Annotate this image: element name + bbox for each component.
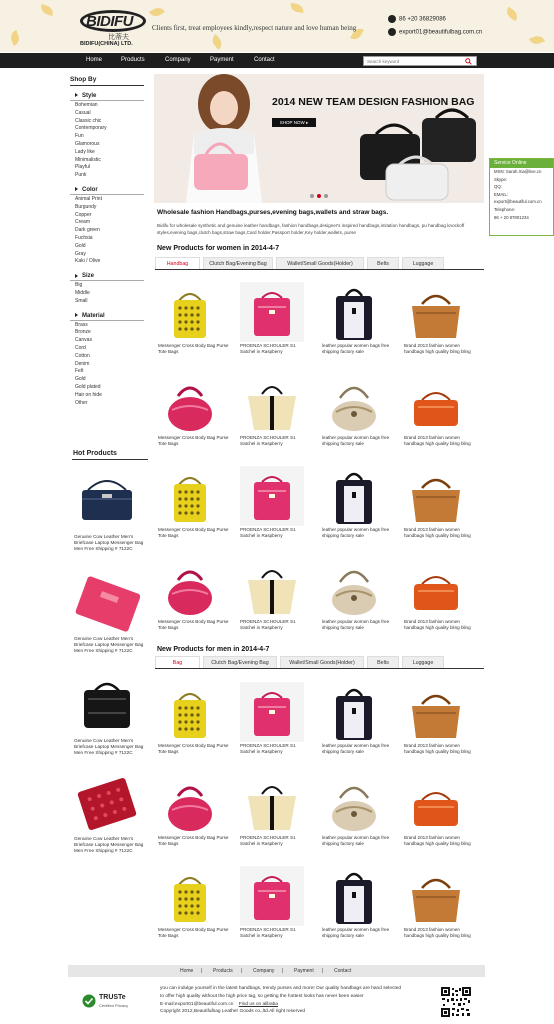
hot-product-caption[interactable]: Genuine Cow Leather Men's Briefcase Laptop Messenger Bag Men Free Shipping # 7122C [74,836,144,853]
hot-product-card[interactable] [74,770,148,854]
hero-banner[interactable] [154,74,484,203]
filter-item[interactable]: Cream [75,219,91,226]
filter-item[interactable]: Gold [75,242,86,249]
product-image[interactable] [240,866,304,926]
footer-nav [68,965,485,977]
footer-separator: | [201,968,203,974]
filter-item[interactable]: Copper [75,211,92,218]
hot-product-image[interactable] [74,672,140,736]
product-image[interactable] [404,558,468,618]
hot-product-caption[interactable]: Genuine Cow Leather Men's Briefcase Laptop Messenger Bag Men Free Shipping # 7122C [74,738,144,755]
truste-check-icon [82,994,96,1008]
filter-item[interactable]: Classic chic [75,117,102,124]
filter-group-color: Color [70,187,148,193]
product-caption[interactable]: PROENZA SCHOULER S1 Satchel in Raspberry [240,435,296,446]
sidebar [70,76,148,407]
product-caption[interactable]: PROENZA SCHOULER S1 Satchel in Raspberry [240,619,296,630]
product-card[interactable] [240,682,312,755]
product-caption[interactable]: Messenger Cross Body Bag Purse Tote Bags [158,835,229,846]
product-image[interactable] [240,282,304,342]
divider [70,194,144,195]
women-section-title: New Products for women in 2014-4-7 [157,245,280,252]
slogan: Clients first, treat employees kindly,respect nature and love human being [152,24,357,32]
filter-item[interactable]: Small [75,297,88,304]
product-image[interactable] [322,558,386,618]
slider-dot-active[interactable] [317,194,321,198]
filter-item[interactable]: Brass [75,321,88,328]
product-image[interactable] [322,466,386,526]
product-card[interactable] [240,558,312,631]
product-image[interactable] [158,282,222,342]
product-image[interactable] [404,774,468,834]
footer-separator: | [282,968,284,974]
filter-item[interactable]: Dark green [75,227,100,234]
footer-nav-products[interactable]: Products [213,968,233,974]
filter-item[interactable]: Glamorous [75,140,100,147]
product-caption[interactable]: Brand 2013 fashion women handbags high quality bling bling [404,527,471,538]
tab-clutch-bag[interactable]: Clutch Bag/Evening Bag [203,257,273,269]
product-image[interactable] [158,558,222,618]
product-card[interactable] [158,682,230,755]
product-caption[interactable]: PROENZA SCHOULER S1 Satchel in Raspberry [240,927,296,938]
hot-product-card[interactable] [74,468,148,552]
service-line: MSN: Sarah.Xia@live.cn [494,169,542,174]
product-caption[interactable]: Messenger Cross Body Bag Purse Tote Bags [158,927,229,938]
product-image[interactable] [158,866,222,926]
header-phone [388,15,446,23]
footer-line: to offer high quality without the high price tag, so getting the hottest looks has never been easier [160,993,364,999]
filter-item[interactable]: Contemporary [75,125,107,132]
product-caption[interactable]: PROENZA SCHOULER S1 Satchel in Raspberry [240,343,296,354]
product-image[interactable] [240,682,304,742]
product-caption[interactable]: leather popular women bags free shipping factory sale [322,527,390,538]
filter-item[interactable]: Gold plated [75,383,101,390]
filter-item[interactable]: Fuchsia [75,234,93,241]
product-card[interactable] [158,282,230,355]
filter-group-material: Material [70,313,148,319]
footer-separator: | [322,968,324,974]
product-caption[interactable]: Messenger Cross Body Bag Purse Tote Bags [158,435,229,446]
hot-product-caption[interactable]: Genuine Cow Leather Men's Briefcase Laptop Messenger Bag Men Free Shipping # 7122C [74,534,144,551]
product-caption[interactable]: leather popular women bags free shipping factory sale [322,743,390,754]
header-email [388,28,482,36]
product-image[interactable] [322,374,386,434]
filter-item[interactable]: Big [75,282,83,289]
tab-belts[interactable]: Belts [367,656,399,668]
product-card[interactable] [322,558,394,631]
tab-wallet[interactable]: Wallet/Small Goods(Holder) [280,656,364,668]
product-image[interactable] [322,774,386,834]
tab-clutch-bag[interactable]: Clutch Bag/Evening Bag [203,656,277,668]
product-caption[interactable]: PROENZA SCHOULER S1 Satchel in Raspberry [240,835,296,846]
product-card[interactable] [322,682,394,755]
footer-line: you can indulge yourself in the latest handbags, trendy purses and more! Our quality handbags are hand selected [160,986,402,991]
truste-sublabel: Certified Privacy [99,1003,129,1008]
filter-item[interactable]: Bohemian [75,102,98,108]
product-caption[interactable]: PROENZA SCHOULER S1 Satchel in Raspberry [240,743,296,754]
qr-code-icon [441,987,471,1017]
footer-nav-home[interactable]: Home [180,968,194,974]
product-image[interactable] [240,374,304,434]
product-caption[interactable]: leather popular women bags free shipping factory sale [322,343,390,354]
filter-item[interactable]: Bronze [75,329,91,336]
leaf-decoration [149,5,165,19]
search-icon[interactable] [465,58,472,65]
divider [70,280,144,281]
product-card[interactable] [240,282,312,355]
filter-item[interactable]: Burgundy [75,203,97,210]
hot-product-caption[interactable]: Genuine Cow Leather Men's Briefcase Laptop Messenger Bag Men Free Shipping # 7122C [74,636,144,653]
product-caption[interactable]: Brand 2013 fashion women handbags high quality bling bling [404,743,471,754]
tab-luggage[interactable]: Luggage [402,656,444,668]
truste-badge[interactable] [82,993,140,1009]
product-card[interactable] [240,774,312,847]
phone-text: 86 +20 36829086 [399,16,446,23]
shop-now-button[interactable] [272,118,316,127]
leaf-decoration [529,34,545,46]
tab-belts[interactable]: Belts [367,257,399,269]
men-section-title: New Products for men in 2014-4-7 [157,646,270,653]
product-image[interactable] [322,282,386,342]
hot-product-image[interactable] [74,468,140,532]
filter-item[interactable]: Punk [75,172,87,179]
filter-item[interactable]: Minimalistic [75,156,101,163]
product-card[interactable] [322,374,394,447]
arrow-right-icon: ▸ [305,120,309,125]
banner-image [154,74,484,203]
product-image[interactable] [404,682,468,742]
service-line: 86 + 20 87801234 [494,214,529,220]
product-caption[interactable]: leather popular women bags free shipping factory sale [322,835,390,846]
filter-item[interactable]: Canvas [75,337,92,344]
product-card[interactable] [404,282,476,355]
product-card[interactable] [240,374,312,447]
product-card[interactable] [404,558,476,631]
product-image[interactable] [404,374,468,434]
tab-luggage[interactable]: Luggage [402,257,444,269]
style-list [70,102,148,180]
nav-products[interactable]: Products [121,57,145,63]
product-card[interactable] [158,558,230,631]
filter-item[interactable]: Middle [75,289,90,296]
tab-handbag[interactable]: Handbag [155,257,200,269]
product-card[interactable] [404,774,476,847]
product-image[interactable] [240,466,304,526]
logo-chinese: 比蒂夫 [108,34,129,41]
leaf-decoration [9,30,21,46]
service-line: EMAIL: [494,191,509,197]
tab-wallet[interactable]: Wallet/Small Goods(Holder) [276,257,364,269]
men-tabs [155,656,484,669]
tab-bag[interactable]: Bag [155,656,200,668]
product-card[interactable] [404,374,476,447]
product-card[interactable] [322,466,394,539]
product-caption[interactable]: PROENZA SCHOULER S1 Satchel in Raspberry [240,527,296,538]
product-card[interactable] [158,866,230,939]
product-caption[interactable]: Brand 2013 fashion women handbags high quality bling bling [404,435,471,446]
product-caption[interactable]: Messenger Cross Body Bag Purse Tote Bags [158,527,229,538]
filter-item[interactable]: Hair on hide [75,391,102,398]
size-list [70,282,148,305]
hot-product-image[interactable] [74,770,140,834]
product-caption[interactable]: Messenger Cross Body Bag Purse Tote Bags [158,619,229,630]
product-image[interactable] [404,866,468,926]
filter-item[interactable]: Playful [75,164,91,171]
product-caption[interactable]: Brand 2013 fashion women handbags high quality bling bling [404,619,471,630]
header [0,0,554,52]
product-caption[interactable]: Brand 2013 fashion women handbags high quality bling bling [404,927,471,938]
filter-item[interactable]: Denim [75,360,90,367]
service-line: export@beautiful.com.cn [494,199,542,205]
footer-copyright: Copyright 2012,Beautifulbag Leather Goods co.,ltd.All right reserved [160,1009,306,1015]
product-card[interactable] [404,866,476,939]
product-image[interactable] [240,774,304,834]
logo-subtitle: BIDIFU(CHINA) LTD. [80,41,133,47]
product-image[interactable] [322,866,386,926]
product-card[interactable] [322,774,394,847]
filter-item[interactable]: Gold [75,376,86,383]
filter-item[interactable]: Fun [75,133,84,140]
shop-by-title: Shop By [70,76,144,86]
leaf-decoration [209,34,224,50]
service-title: Service Online [490,159,553,168]
filter-group-style: Style [70,93,148,99]
leaf-decoration [289,3,304,13]
product-caption[interactable]: Brand 2013 fashion women handbags high quality bling bling [404,835,471,846]
filter-item[interactable]: Cotton [75,352,90,359]
service-line: Telephone: [494,206,516,212]
product-card[interactable] [158,774,230,847]
slider-dot[interactable] [324,194,328,198]
hot-product-image[interactable] [74,570,140,634]
service-line: QQ: [494,184,502,190]
product-card[interactable] [404,466,476,539]
phone-icon [388,15,396,23]
footer-text [160,985,401,1016]
product-card[interactable] [322,282,394,355]
filter-item[interactable]: Felt [75,368,84,375]
product-image[interactable] [404,282,468,342]
filter-item[interactable]: Lady like [75,148,95,155]
product-card[interactable] [322,866,394,939]
product-image[interactable] [240,558,304,618]
mail-icon [388,28,396,36]
logo[interactable] [80,8,150,46]
filter-item[interactable]: Gray [75,250,86,257]
filter-item[interactable]: Casual [75,109,91,116]
product-caption[interactable]: leather popular women bags free shipping factory sale [322,927,390,938]
divider [70,100,144,101]
nav-home[interactable]: Home [86,57,103,63]
intro-text: Bidifu for wholesale synthetic and genuine leather handbags, fashion handbags,designer's inspired handbags,imitation handbags, pu handbag knockoff styles,evening bags,clutch bags,straw bags,Card holder,Passport holder,Key holder,wallets, purse [157,223,465,235]
footer-email: E-mail:export01@beautiful.com.cn [160,1001,234,1007]
filter-item[interactable]: Cord [75,344,86,351]
material-list [70,322,148,408]
service-online-panel [489,158,554,236]
product-image[interactable] [158,682,222,742]
banner-title: 2014 NEW TEAM DESIGN FASHION BAG [272,96,475,108]
product-image[interactable] [158,774,222,834]
logo-text: BIDIFU [86,13,133,30]
hot-products-title: Hot Products [73,450,117,457]
product-caption[interactable]: Messenger Cross Body Bag Purse Tote Bags [158,343,229,354]
product-image[interactable] [404,466,468,526]
women-tabs [155,257,484,270]
truste-label: TRUSTe [99,994,126,1001]
product-caption[interactable]: leather popular women bags free shipping factory sale [322,435,390,446]
product-card[interactable] [158,466,230,539]
nav-payment[interactable]: Payment [210,57,234,63]
footer-alibaba-link[interactable]: Find us on alibaba [238,1001,278,1007]
filter-group-size: Size [70,273,148,279]
footer-contact-line [160,1001,401,1009]
leaf-decoration [39,4,55,16]
product-image[interactable] [158,466,222,526]
filter-item[interactable]: Kaki / Olive [75,258,101,265]
footer-separator: | [241,968,243,974]
intro-title: Wholesale fashion Handbags,purses,evening bags,wallets and straw bags. [157,209,389,216]
hot-product-card[interactable] [74,570,148,654]
slider-dot[interactable] [310,194,314,198]
divider [70,320,144,321]
product-caption[interactable]: leather popular women bags free shipping factory sale [322,619,390,630]
footer-nav-contact[interactable]: Contact [334,968,352,974]
hot-product-card[interactable] [74,672,148,756]
color-list [70,196,148,266]
product-image[interactable] [158,374,222,434]
service-line: Skype: [494,176,508,182]
divider [72,459,148,460]
product-caption[interactable]: Messenger Cross Body Bag Purse Tote Bags [158,743,229,754]
product-card[interactable] [240,866,312,939]
footer-nav-company[interactable]: Company [253,968,275,974]
filter-item[interactable]: Animal Print [75,195,102,202]
leaf-decoration [504,7,520,22]
product-card[interactable] [404,682,476,755]
product-card[interactable] [240,466,312,539]
shop-now-label: SHOP NOW [279,120,305,125]
product-caption[interactable]: Brand 2013 fashion women handbags high quality bling bling [404,343,471,354]
search-input[interactable] [367,58,457,65]
filter-item[interactable]: Other [75,399,88,406]
product-card[interactable] [158,374,230,447]
nav-contact[interactable]: Contact [254,57,275,63]
search-box [363,56,477,66]
nav-company[interactable]: Company [165,57,191,63]
email-text: export01@beautifulbag.com.cn [399,29,483,36]
product-image[interactable] [322,682,386,742]
footer-nav-payment[interactable]: Payment [294,968,314,974]
